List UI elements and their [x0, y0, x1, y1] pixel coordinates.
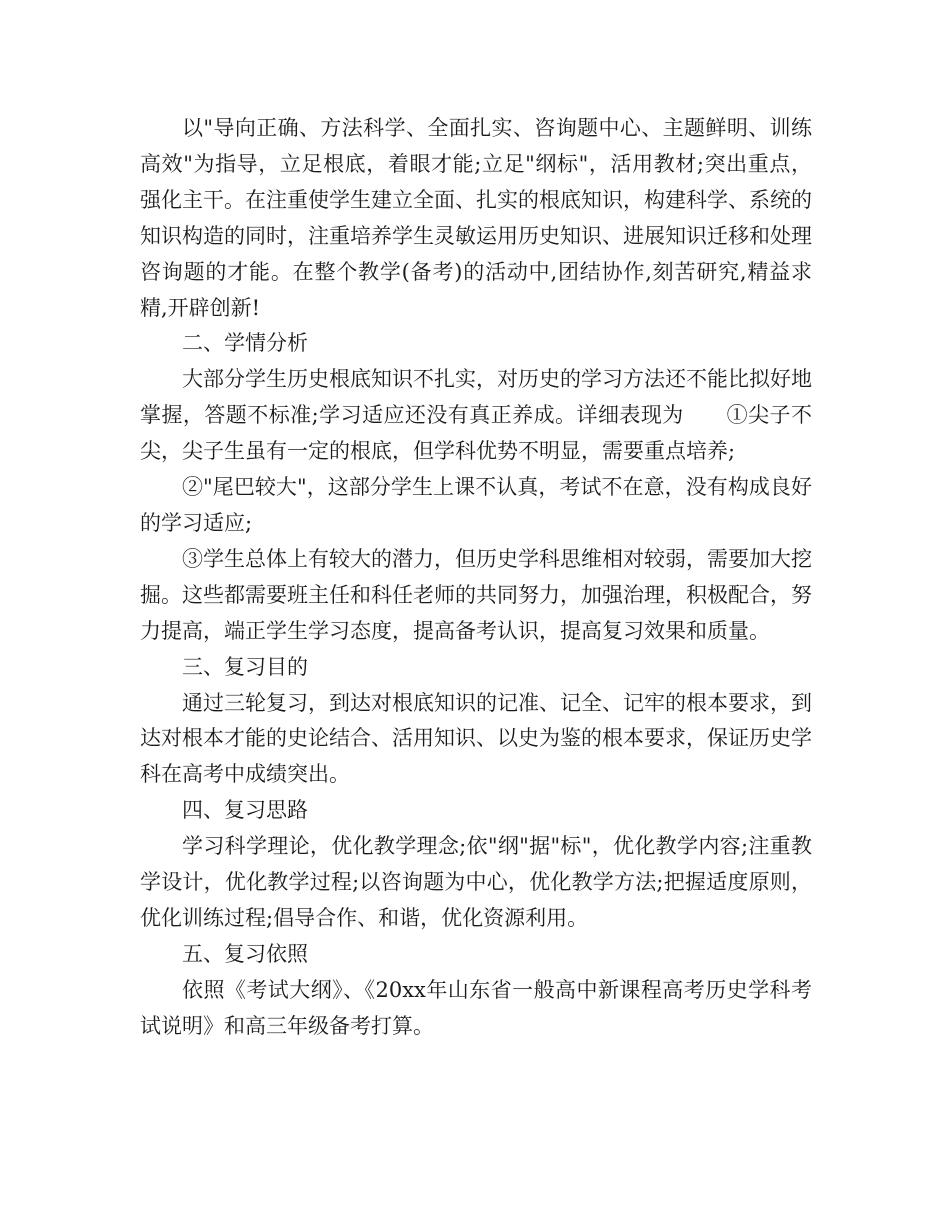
- paragraph-tail-students: ②"尾巴较大"，这部分学生上课不认真，考试不在意，没有构成良好的学习适应;: [140, 475, 812, 535]
- paragraph-student-analysis: 大部分学生历史根底知识不扎实，对历史的学习方法还不能比拟好地掌握，答题不标准;学习适应还没有真正养成。详细表现为 ①尖子不尖，尖子生虽有一定的根底，但学科优势不明显，需要重点培养;: [140, 367, 812, 464]
- section-heading-review-goals: 三、复习目的: [182, 654, 308, 679]
- section-heading-review-approach: 四、复习思路: [182, 798, 308, 823]
- section-heading-review-basis: 五、复习依照: [182, 941, 308, 966]
- paragraph-review-goals: 通过三轮复习，到达对根底知识的记准、记全、记牢的根本要求，到达对根本才能的史论结合、活用知识、以史为鉴的根本要求，保证历史学科在高考中成绩突出。: [140, 690, 812, 787]
- paragraph-review-approach: 学习科学理论，优化教学理念;依"纲"据"标"，优化教学内容;注重教学设计，优化教学过程;以咨询题为中心，优化教学方法;把握适度原则，优化训练过程;倡导合作、和谐，优化资源利用。: [140, 834, 812, 930]
- paragraph-guiding-principle: 以"导向正确、方法科学、全面扎实、咨询题中心、主题鲜明、训练高效"为指导，立足根底，着眼才能;立足"纲标"，活用教材;突出重点，强化主干。在注重使学生建立全面、扎实的根底知识，构建科学、系统的知识构造的同时，注重培养学生灵敏运用历史知识、进展知识迁移和处理咨询题的才能。在整个教学(备考)的活动中,团结协作,刻苦研究,精益求精,开辟创新!: [140, 116, 812, 320]
- paragraph-review-basis: 依照《考试大纲》、《20xx年山东省一般高中新课程高考历史学科考试说明》和高三年级备考打算。: [140, 977, 812, 1038]
- paragraph-overall-potential: ③学生总体上有较大的潜力，但历史学科思维相对较弱，需要加大挖掘。这些都需要班主任和科任老师的共同努力，加强治理，积极配合，努力提高，端正学生学习态度，提高备考认识，提高复习效果和质量。: [140, 546, 812, 643]
- section-heading-student-analysis: 二、学情分析: [182, 331, 308, 356]
- document-body: [140, 111, 812, 1045]
